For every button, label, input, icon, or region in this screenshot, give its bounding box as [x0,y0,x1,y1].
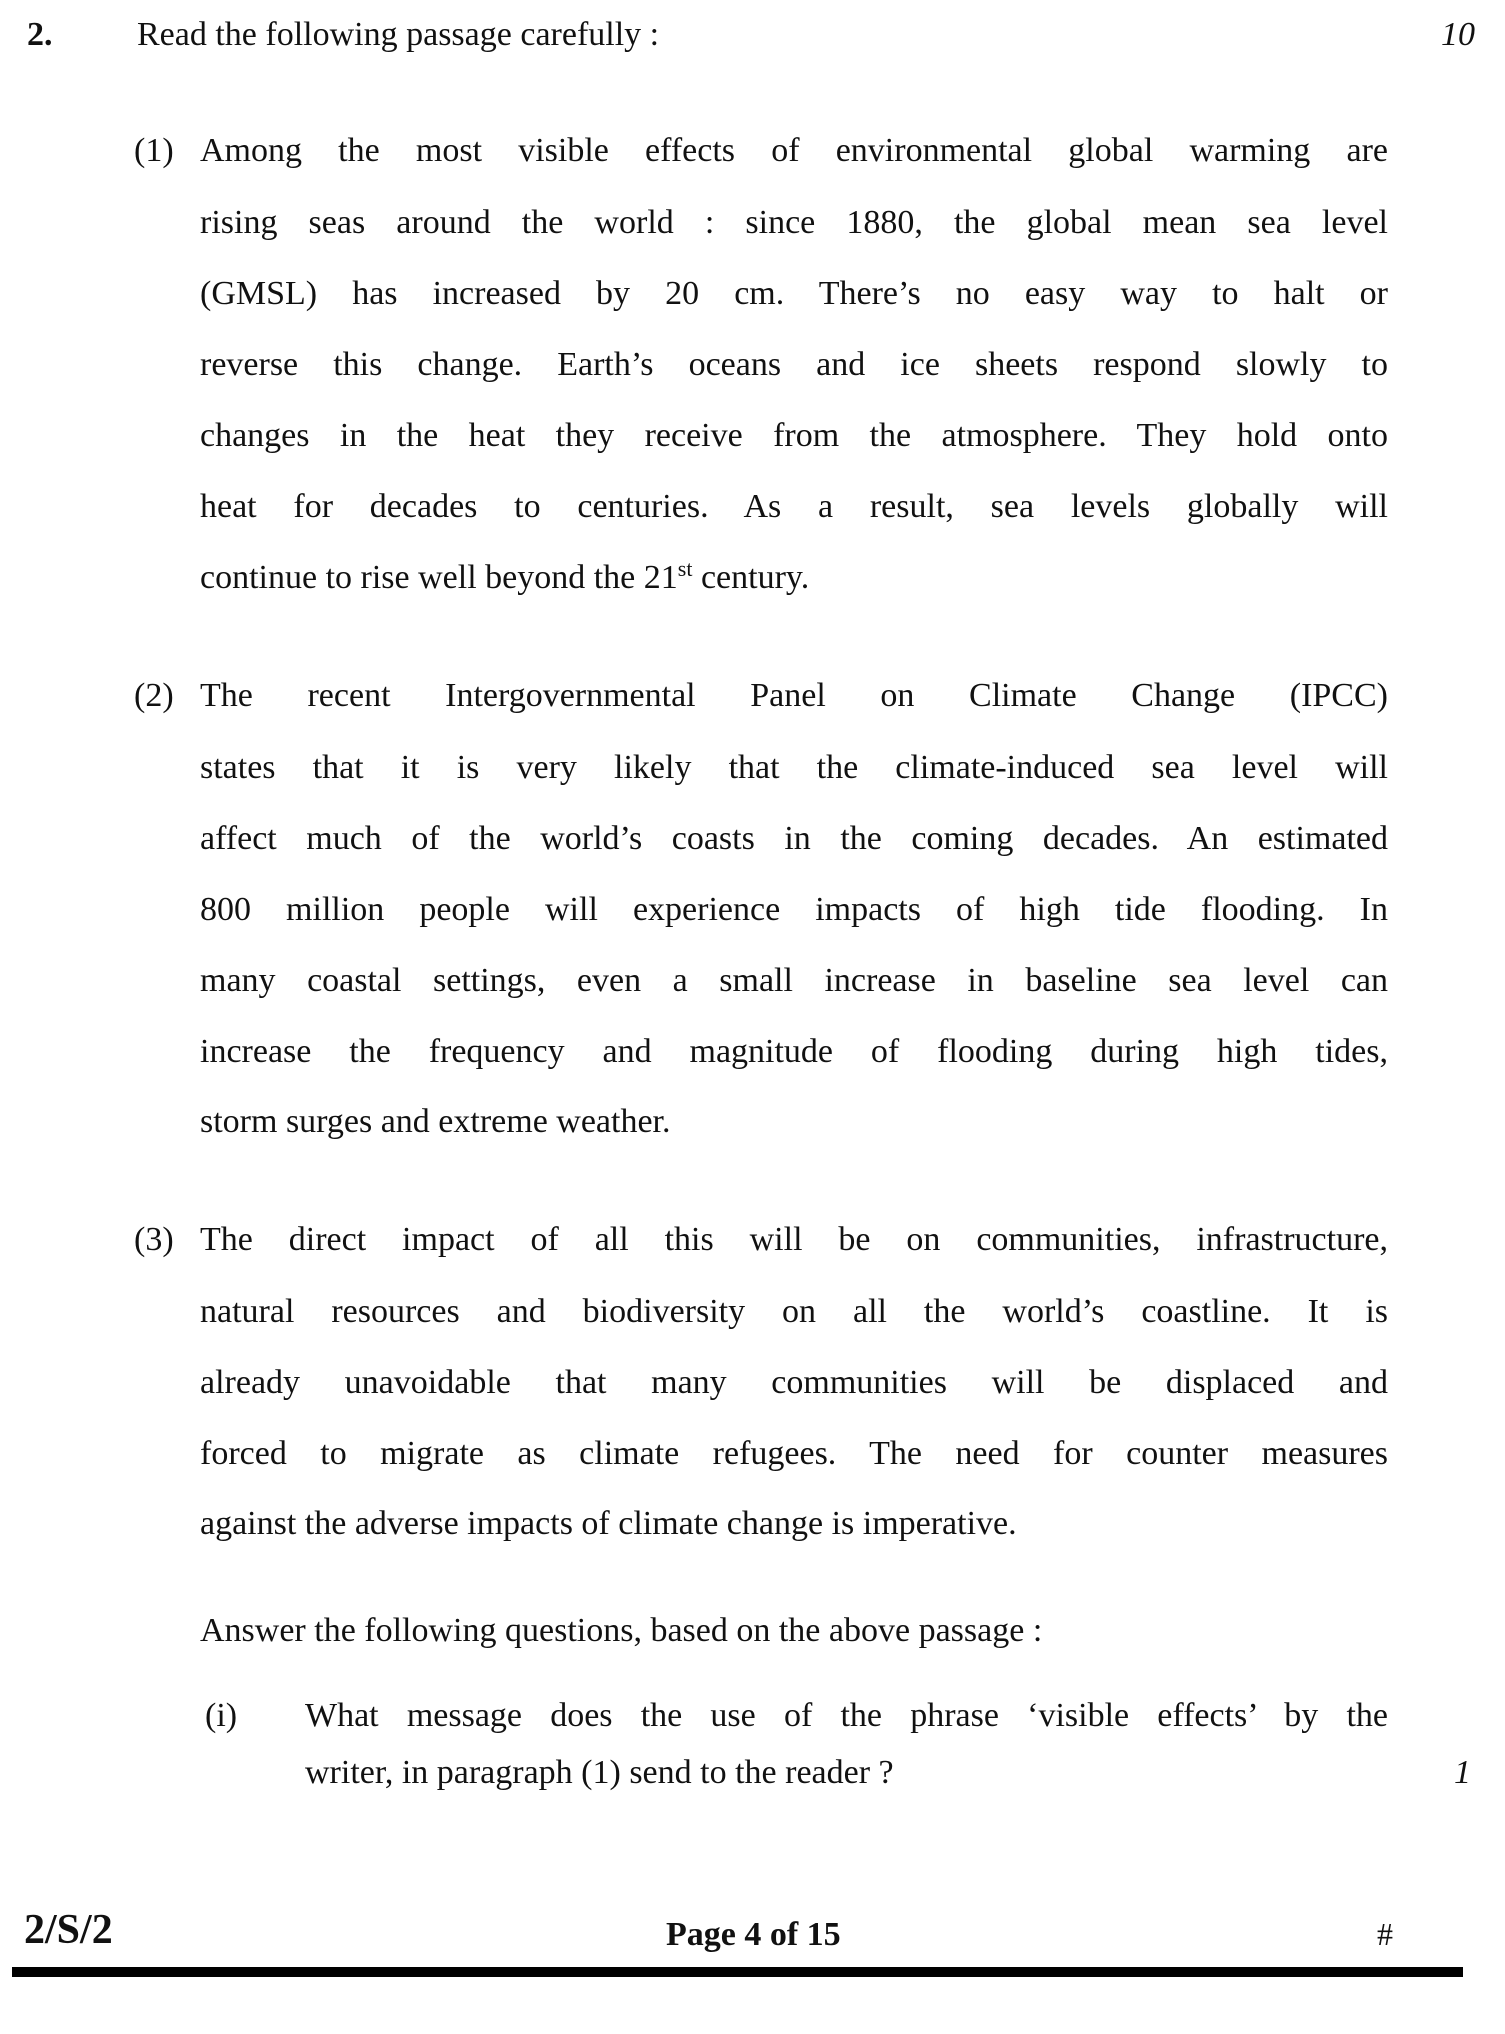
line-text: continue to rise well beyond the 21 [200,559,678,596]
paragraph-line: increase the frequency and magnitude of flooding during high tides, [200,1033,1388,1070]
paragraph-line: states that it is very likely that the climate-induced sea level will [200,749,1388,786]
paragraph-line: storm surges and extreme weather. [200,1103,671,1140]
paragraph-line: many coastal settings, even a small increase in baseline sea level can [200,962,1388,999]
question-number: 2. [27,16,53,53]
paragraph-line: natural resources and biodiversity on all the world’s coastline. It is [200,1293,1388,1330]
paragraph-line: already unavoidable that many communities will be displaced and [200,1364,1388,1401]
line-text: century. [692,559,810,596]
sub-question-marks: 1 [1454,1754,1471,1791]
sub-question-line: writer, in paragraph (1) send to the reader ? [305,1754,894,1791]
sub-question-line: What message does the use of the phrase ‘visible effects’ by the [305,1697,1388,1734]
paragraph-line: reverse this change. Earth’s oceans and ice sheets respond slowly to [200,346,1388,383]
question-instruction: Read the following passage carefully : [137,16,660,53]
question-marks: 10 [1441,16,1475,53]
paragraph-line: against the adverse impacts of climate change is imperative. [200,1505,1017,1542]
paragraph-line: changes in the heat they receive from the atmosphere. They hold onto [200,417,1388,454]
paragraph-line: (GMSL) has increased by 20 cm. There’s no easy way to halt or [200,275,1388,312]
paragraph-line: heat for decades to centuries. As a result, sea levels globally will [200,488,1388,525]
paragraph-line: 800 million people will experience impacts of high tide flooding. In [200,891,1388,928]
footer-mark: # [1377,1916,1393,1952]
paragraph-line [200,558,1388,598]
paragraph-line: Among the most visible effects of environmental global warming are [200,132,1388,169]
paragraph-line: The direct impact of all this will be on communities, infrastructure, [200,1221,1388,1258]
paper-code: 2/S/2 [24,1907,113,1953]
sub-instruction: Answer the following questions, based on the above passage : [200,1612,1043,1649]
paragraph-label: (3) [134,1221,174,1258]
paragraph-line: The recent Intergovernmental Panel on Climate Change (IPCC) [200,677,1388,714]
paragraph-line: forced to migrate as climate refugees. The need for counter measures [200,1435,1388,1472]
page-number: Page 4 of 15 [666,1916,841,1953]
paragraph-label: (2) [134,677,174,714]
sub-question-label: (i) [205,1697,238,1734]
paragraph-line: affect much of the world’s coasts in the coming decades. An estimated [200,820,1388,857]
footer-rule [12,1967,1463,1977]
superscript: st [677,556,693,581]
paragraph-label: (1) [134,132,174,169]
paragraph-line: rising seas around the world : since 1880, the global mean sea level [200,204,1388,241]
